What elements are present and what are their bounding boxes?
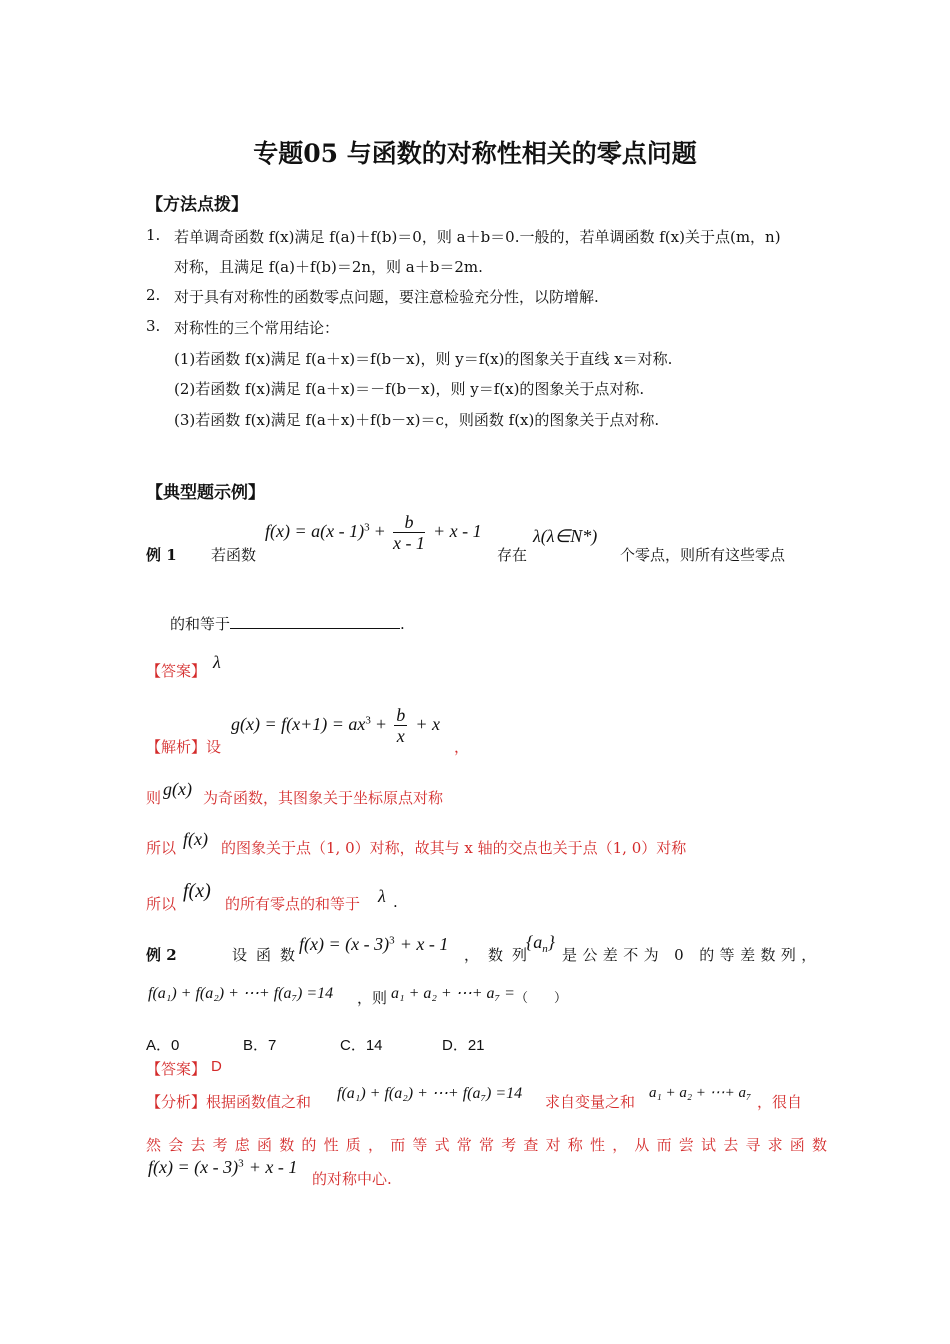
method-item1-line2: 对称，且满足 f(a)＋f(b)＝2n，则 a＋b＝2m.	[174, 258, 483, 276]
example2-analysis-mid: 求自变量之和	[545, 1093, 636, 1111]
so2-text: 的所有零点的和等于	[225, 895, 361, 913]
example1-formula-plus: +	[374, 521, 385, 541]
example2-formula-tail: + x - 1	[399, 934, 449, 954]
examples-heading: 【典型题示例】	[146, 483, 265, 503]
example2-pre: 设函数	[232, 946, 305, 964]
then-math: g(x)	[163, 779, 192, 799]
example1-frac-den: x - 1	[392, 533, 425, 553]
g-formula-tail: + x	[415, 714, 440, 734]
example2-paren: （ ）	[515, 991, 568, 1006]
example1-g-formula	[231, 705, 440, 746]
example1-fraction	[393, 512, 425, 553]
method-heading: 【方法点拨】	[146, 195, 248, 215]
example2-condition: f(a₁) + f(a₂) + ⋯+ f(a₇) =14	[148, 985, 334, 1002]
option-a: A．0	[146, 1037, 180, 1054]
page-title: 专题05 与函数的对称性相关的零点问题	[253, 139, 697, 168]
example1-formula-left: f(x) = a(x - 1)	[265, 521, 365, 541]
g-frac-num: b	[396, 705, 406, 725]
example2-post: 是公差不为 0 的等差数列，	[562, 946, 822, 964]
example2-formula	[299, 934, 448, 955]
example2-formula-exp: 3	[389, 934, 395, 947]
seq-sub: n	[542, 943, 548, 956]
method-item3-text: 对称性的三个常用结论：	[174, 319, 340, 337]
example1-formula	[265, 512, 482, 553]
option-d: D．21	[442, 1037, 485, 1054]
method-item2-num: 2.	[146, 286, 161, 304]
example2-analysis-label: 【分析】根据函数值之和	[146, 1093, 312, 1111]
so1-math: f(x)	[183, 829, 208, 849]
example2-analysis-math1: f(a₁) + f(a₂) + ⋯+ f(a₇) =14	[337, 1085, 523, 1102]
example1-formula-tail: + x - 1	[433, 521, 482, 541]
line3-formula-exp: 3	[238, 1157, 244, 1170]
g-formula-plus: +	[375, 714, 387, 734]
example1-formula-exp: 3	[364, 521, 370, 534]
line3-formula-main: f(x) = (x - 3)	[148, 1157, 239, 1177]
example1-analysis-end: ，	[454, 738, 470, 756]
so1-pre: 所以	[146, 839, 177, 857]
method-item2-text: 对于具有对称性的函数零点问题，要注意检验充分性，以防增解.	[174, 288, 599, 306]
conclusion-3: (3)若函数 f(x)满足 f(a＋x)＋f(b－x)＝c，则函数 f(x)的图象关于点对称.	[174, 411, 660, 429]
method-item1-line1: 若单调奇函数 f(x)满足 f(a)＋f(b)＝0，则 a＋b＝0.一般的，若单调函数 f(x)关于点(m，n)	[174, 228, 781, 246]
then-pre: 则	[146, 789, 162, 807]
line3-formula-tail: + x - 1	[248, 1157, 298, 1177]
example1-post: 个零点，则所有这些零点	[620, 546, 786, 564]
example1-line2	[170, 613, 405, 634]
example2-cond-then: ，则	[357, 989, 388, 1007]
example1-line2-text: 的和等于	[170, 615, 231, 633]
example1-answer-label: 【答案】	[146, 662, 207, 680]
g-fraction	[394, 705, 407, 746]
example2-analysis-line2: 然会去考虑函数的性质，而等式常常考查对称性，从而尝试去寻求函数	[146, 1136, 835, 1154]
example1-analysis-label: 【解析】设	[146, 738, 222, 756]
example2-formula-main: f(x) = (x - 3)	[299, 934, 390, 954]
example2-analysis-line3-text: 的对称中心.	[312, 1170, 392, 1188]
example2-mid: ，数列	[464, 946, 537, 964]
example2-sum: a₁ + a₂ + ⋯+ a₇ =	[391, 985, 515, 1002]
example1-answer-value: λ	[213, 652, 221, 672]
example2-analysis-line3-formula	[148, 1157, 297, 1178]
answer-blank	[230, 614, 400, 629]
example1-frac-num: b	[393, 512, 425, 533]
then-text: 为奇函数，其图象关于坐标原点对称	[203, 789, 444, 807]
example1-line2-end: .	[400, 615, 405, 633]
g-formula-left: g(x) = f(x+1) = ax	[231, 714, 366, 734]
so2-end: .	[393, 893, 398, 911]
example1-pre: 若函数	[211, 546, 257, 564]
example2-answer-value: D	[211, 1058, 222, 1075]
option-c: C．14	[340, 1037, 383, 1054]
example1-lambda: λ(λ∈N*)	[533, 526, 598, 546]
conclusion-1: (1)若函数 f(x)满足 f(a＋x)＝f(b－x)，则 y＝f(x)的图象关于直线 x＝对称.	[174, 350, 673, 368]
seq-close: }	[547, 932, 555, 952]
example2-answer-label: 【答案】	[146, 1060, 207, 1078]
g-formula-exp: 3	[365, 714, 371, 727]
so2-lambda: λ	[378, 886, 386, 906]
example2-analysis-tail: ，很自	[757, 1093, 803, 1111]
so2-math: f(x)	[183, 880, 211, 902]
method-item3-num: 3.	[146, 317, 161, 335]
example2-analysis-math2: a₁ + a₂ + ⋯+ a₇	[649, 1085, 752, 1101]
example2-seq	[526, 932, 555, 955]
example2-label: 例 2	[146, 946, 177, 964]
conclusion-2: (2)若函数 f(x)满足 f(a＋x)＝－f(b－x)，则 y＝f(x)的图象关于点对称.	[174, 380, 645, 398]
g-frac-den: x	[396, 726, 405, 746]
example1-label: 例 1	[146, 546, 177, 564]
so1-text: 的图象关于点（1, 0）对称，故其与 x 轴的交点也关于点（1, 0）对称	[221, 839, 687, 857]
seq-open: {a	[526, 932, 543, 952]
so2-pre: 所以	[146, 895, 177, 913]
example1-mid: 存在	[497, 546, 528, 564]
method-item1-num: 1.	[146, 226, 161, 244]
option-b: B．7	[243, 1037, 277, 1054]
